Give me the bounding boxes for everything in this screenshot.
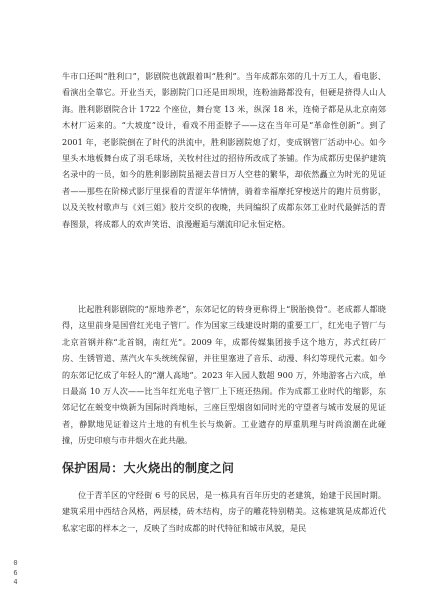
body-paragraph: 牛市口还叫“胜利口”，影剧院也就跟着叫“胜利”。当年成都东郊的几十万工人，看电影、看演出全靠它。开业当天，影剧院门口还是田坝坝，连粉油路都没有，但硬是挤得人山人海。胜利影剧院合计 1722 个座位，舞台宽 13 米，纵深 18 米，连椅子都是从北京南郊木材厂运来的。“大坡度”设计，看戏不用歪脖子——这在当年可是“革命性创新”。到了 2001 年，老影院倒在了时代的洪流中，胜利影剧院熄了灯，变成钢管厂活动中心。如今里头木地板舞台成了羽毛球场，关牧村往过的招待所改成了茶铺。作为成都历史保护建筑名录中的一员，如今的胜利影剧院虽褪去昔日万人空巷的繁华，却依然矗立为时光的见证者——那些在阶梯式影厅里探看的青涩年华情情，骑着幸福摩托穿梭送片的跑片员剪影，以及关牧村歌声与《刘三姐》胶片交织的夜晚，共同编织了成都东郊工业时代最鲜活的青春图景，将成都人的欢声笑语、浪漫邂逅与潮流印记永恒定格。 bbox=[62, 71, 386, 229]
section-heading: 保护困局：大火烧出的制度之问 bbox=[62, 461, 235, 475]
body-paragraph: 位于青羊区的守经街 6 号的民居，是一栋具有百年历史的老建筑，始建于民国时期。建筑采用中西结合风格，两层楼，砖木结构，房子的雕花特别精美。这栋建筑是成都近代私家宅邸的样本之一，反映了当时成都的时代特征和城市风貌，是民 bbox=[62, 490, 386, 533]
page-number bbox=[11, 559, 20, 588]
page-number-digit: 4 bbox=[13, 578, 18, 586]
page-number-digit: 0 bbox=[13, 559, 18, 567]
body-paragraph: 比起胜利影剧院的“原地养老”，东郊记忆的转身更称得上“脱胎换骨”。老成都人都晓得，这里前身是国营红光电子管厂。作为国家三线建设时期的重要工厂，红光电子管厂与北京首钢并称“北首钢，南红光”。2009 年，成都传媒集团接手这个地方，苏式红砖厂房、生锈管道、蒸汽火车头统统保留，并往里塞进了音乐、动漫、科幻等现代元素。如今的东郊记忆成了年轻人的“潮人高地”。2023 年入园人数超 900 万，外地游客占六成，单日最高 10 万人次——比当年红光电子管厂上下班还热闹。作为成都工业时代的缩影，东郊记忆在蜕变中焕新为国际时尚地标，三座巨型烟囱如同时光的守望者与城市发展的见证者，静默地见证着这片土地的有机生长与焕新。工业遗存的厚重肌理与时尚浪潮在此碰撞，历史印痕与市井烟火在此共融。 bbox=[62, 304, 386, 446]
page-number-digit: 6 bbox=[13, 568, 18, 577]
